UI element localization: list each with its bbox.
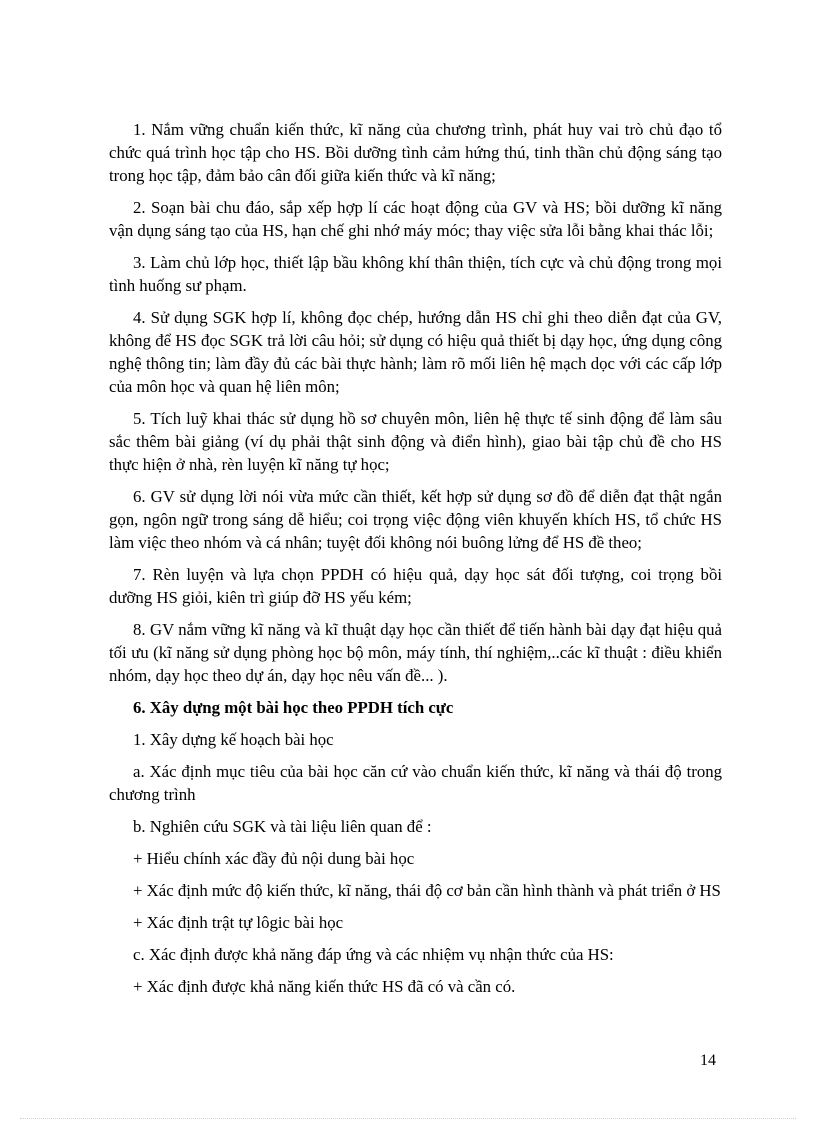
section-heading: 6. Xây dựng một bài học theo PPDH tích cực	[133, 698, 454, 717]
lesson-plan-bullet-3: + Xác định trật tự lôgic bài học	[133, 913, 344, 932]
document-body	[109, 118, 722, 1007]
page-bottom-divider	[20, 1118, 796, 1119]
paragraph-item-7: 7. Rèn luyện và lựa chọn PPDH có hiệu quả, dạy học sát đối tượng, coi trọng bồi dưỡng HS giỏi, kiên trì giúp đỡ HS yếu kém;	[109, 565, 722, 607]
lesson-plan-item-c: c. Xác định được khả năng đáp ứng và các nhiệm vụ nhận thức của HS:	[133, 945, 614, 964]
lesson-plan-subheading: 1. Xây dựng kế hoạch bài học	[133, 730, 334, 749]
paragraph-item-4: 4. Sử dụng SGK hợp lí, không đọc chép, hướng dẫn HS chỉ ghi theo diễn đạt của GV, không để HS đọc SGK trả lời câu hỏi; sử dụng có hiệu quả thiết bị dạy học, ứng dụng công nghệ thông tin; làm đầy đủ các bài thực hành; làm rõ mối liên hệ mạch dọc với các cấp lớp của môn học và quan hệ liên môn;	[109, 308, 722, 396]
lesson-plan-item-a: a. Xác định mục tiêu của bài học căn cứ vào chuẩn kiến thức, kĩ năng và thái độ trong chương trình	[109, 762, 722, 804]
lesson-plan-item-b: b. Nghiên cứu SGK và tài liệu liên quan để :	[133, 817, 432, 836]
paragraph-item-6: 6. GV sử dụng lời nói vừa mức cần thiết, kết hợp sử dụng sơ đồ để diễn đạt thật ngắn gọn, ngôn ngữ trong sáng dễ hiểu; coi trọng việc động viên khuyến khích HS, tổ chức HS làm việc theo nhóm và cá nhân; tuyệt đối không nói buông lửng để HS đề theo;	[109, 487, 722, 552]
paragraph-item-1: 1. Nắm vững chuẩn kiến thức, kĩ năng của chương trình, phát huy vai trò chủ đạo tổ chức quá trình học tập cho HS. Bồi dưỡng tình cảm hứng thú, tinh thần chủ động sáng tạo trong học tập, đảm bảo cân đối giữa kiến thức và kĩ năng;	[109, 120, 722, 185]
paragraph-item-2: 2. Soạn bài chu đáo, sắp xếp hợp lí các hoạt động của GV và HS; bồi dưỡng kĩ năng vận dụng sáng tạo của HS, hạn chế ghi nhớ máy móc; thay việc sửa lỗi bằng khai thác lỗi;	[109, 198, 722, 240]
lesson-plan-bullet-4: + Xác định được khả năng kiến thức HS đã có và cần có.	[133, 977, 516, 996]
paragraph-item-3: 3. Làm chủ lớp học, thiết lập bầu không khí thân thiện, tích cực và chủ động trong mọi tình huống sư phạm.	[109, 253, 722, 295]
page-number: 14	[700, 1052, 716, 1069]
lesson-plan-bullet-1: + Hiểu chính xác đầy đủ nội dung bài học	[133, 849, 415, 868]
paragraph-item-8: 8. GV nắm vững kĩ năng và kĩ thuật dạy học cần thiết để tiến hành bài dạy đạt hiệu quả tối ưu (kĩ năng sử dụng phòng học bộ môn, máy tính, thí nghiệm,..các kĩ thuật : điều khiển nhóm, dạy học theo dự án, dạy học nêu vấn đề... ).	[109, 620, 722, 685]
lesson-plan-bullet-2: + Xác định mức độ kiến thức, kĩ năng, thái độ cơ bản cần hình thành và phát triển ở HS	[133, 881, 721, 900]
paragraph-item-5: 5. Tích luỹ khai thác sử dụng hồ sơ chuyên môn, liên hệ thực tế sinh động để làm sâu sắc thêm bài giảng (ví dụ phải thật sinh động và điển hình), giao bài tập chủ đề cho HS thực hiện ở nhà, rèn luyện kĩ năng tự học;	[109, 409, 722, 474]
